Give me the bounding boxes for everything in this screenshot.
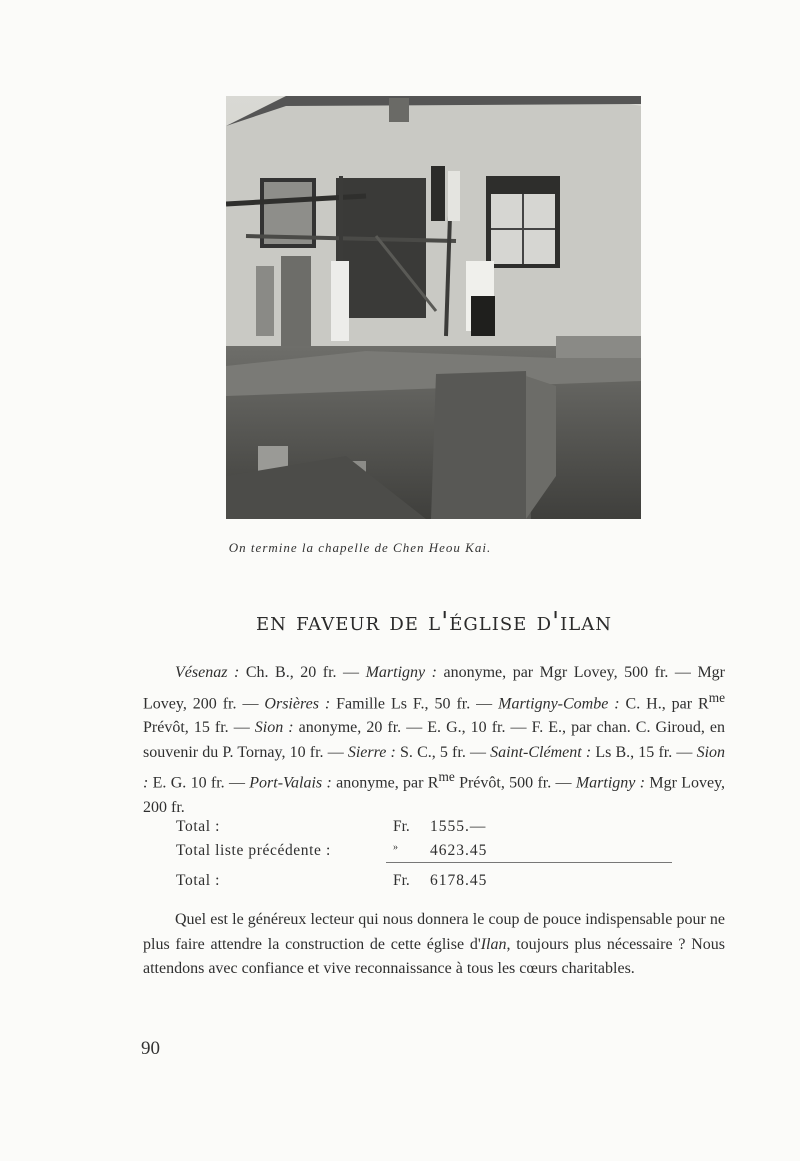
totals-amount: 6178.45	[430, 872, 488, 889]
totals-label: Total :	[176, 872, 221, 889]
donation-text: E. G. 10 fr. —	[148, 774, 250, 792]
closing-text: Quel est le généreux lecteur qui nous donnera le coup de pouce indispensable pour ne plus faire attendre la construction de cette église d'	[143, 911, 725, 953]
totals-amount: 1555.—	[430, 818, 487, 835]
donor-place: Sion :	[254, 719, 294, 737]
donation-text: Prévôt, 500 fr. —	[454, 774, 576, 792]
donor-place: Martigny :	[365, 664, 437, 681]
totals-divider	[386, 862, 672, 863]
totals-currency: Fr.	[393, 818, 410, 835]
donor-place: Port-Valais :	[249, 774, 332, 792]
section-heading: en faveur de l'église d'ilan	[256, 607, 612, 637]
donation-text: Prévôt, 15 fr. —	[143, 719, 255, 737]
donations-list	[143, 661, 725, 821]
page-number: 90	[141, 1038, 160, 1059]
donor-place: Orsières :	[264, 694, 331, 712]
donation-text: Ls B., 15 fr. —	[591, 743, 697, 761]
totals-amount: 4623.45	[430, 842, 488, 859]
donation-text: anonyme, 20 fr. — E. G., 10 fr. — F. E., par chan. C. Giroud, en souvenir du P. Tornay, 10 fr. —	[143, 719, 726, 761]
donor-place: Saint-Clément :	[490, 743, 592, 761]
totals-currency: »	[393, 842, 398, 853]
donor-place: Sion :	[143, 743, 726, 792]
donation-text: S. C., 5 fr. —	[395, 743, 491, 761]
donation-text: C. H., par R	[619, 694, 709, 712]
photo-caption: On termine la chapelle de Chen Heou Kai.	[228, 540, 492, 555]
superscript: me	[438, 769, 455, 785]
chapel-construction-photo	[226, 96, 641, 519]
donation-text: Famille Ls F., 50 fr. —	[330, 694, 499, 712]
totals-currency: Fr.	[393, 872, 410, 889]
photo-illustration	[226, 96, 641, 519]
superscript: me	[708, 689, 726, 705]
totals-row	[176, 818, 500, 842]
closing-paragraph	[143, 908, 725, 982]
donation-text: Ch. B., 20 fr. —	[239, 664, 366, 681]
donor-place: Martigny :	[575, 774, 646, 792]
closing-text: , toujours plus nécessaire ? Nous attendons avec confiance et vive reconnaissance à tous les cœurs charitables.	[143, 935, 726, 977]
place-name: Ilan	[480, 935, 507, 953]
totals-table	[176, 818, 500, 896]
donation-text: anonyme, par R	[331, 774, 439, 792]
totals-label: Total :	[176, 818, 221, 835]
totals-row	[176, 872, 500, 896]
donor-place: Martigny-Combe :	[498, 694, 620, 712]
donation-text: Mgr Lovey, 200 fr.	[143, 774, 726, 817]
totals-label: Total liste précédente :	[176, 842, 331, 859]
donor-place: Sierre :	[347, 743, 396, 761]
donation-text: anonyme, par Mgr Lovey, 500 fr. — Mgr Lovey, 200 fr. —	[143, 664, 725, 712]
donor-place: Vésenaz :	[175, 664, 240, 681]
